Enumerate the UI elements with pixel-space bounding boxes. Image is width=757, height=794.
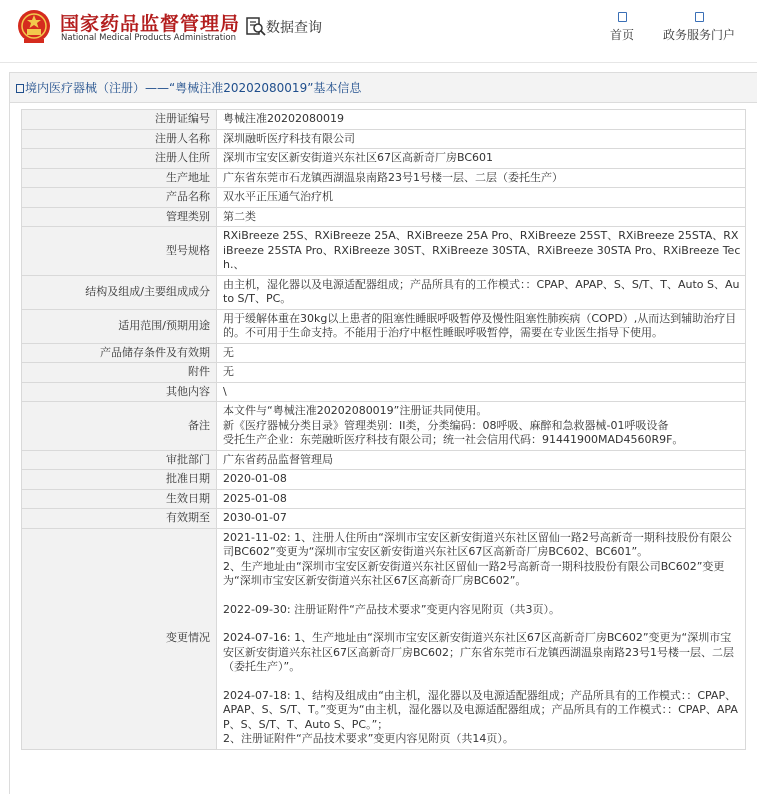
field-label: 生产地址 (22, 168, 217, 188)
field-label: 管理类别 (22, 207, 217, 227)
nav-gov-service-label: 政务服务门户 (662, 28, 735, 42)
field-label: 产品名称 (22, 188, 217, 208)
header-divider (0, 62, 757, 63)
table-row (22, 450, 746, 470)
field-value: RXiBreeze 25S、RXiBreeze 25A、RXiBreeze 25A Pro、RXiBreeze 25ST、RXiBreeze 25STA、RXiBreeze 25STA Pro、RXiBreeze 30ST、RXiBreeze 30STA、RXiBreeze 30STA Pro、RXiBreeze Tech.、 (217, 227, 746, 276)
data-query-link[interactable]: 数据查询 (266, 20, 322, 36)
field-value: 2025-01-08 (217, 489, 746, 509)
home-icon (618, 12, 627, 22)
change-history (217, 528, 746, 749)
field-value: 深圳市宝安区新安街道兴东社区67区高新奇厂房BC601 (217, 149, 746, 169)
field-value: 第二类 (217, 207, 746, 227)
field-label: 审批部门 (22, 450, 217, 470)
table-row (22, 227, 746, 276)
field-value: 无 (217, 343, 746, 363)
spacer (223, 617, 741, 631)
panel-title (10, 73, 757, 103)
field-label: 附件 (22, 363, 217, 383)
table-row (22, 129, 746, 149)
change-entry: 2022-09-30: 注册证附件“产品技术要求”变更内容见附页（共3页）。 (223, 602, 561, 616)
info-table (21, 109, 746, 750)
field-value: 广东省东莞市石龙镇西湖温泉南路23号1号楼一层、二层（委托生产） (217, 168, 746, 188)
field-label: 生效日期 (22, 489, 217, 509)
site-header (0, 0, 757, 52)
field-value: 2030-01-07 (217, 509, 746, 529)
field-label: 备注 (22, 402, 217, 451)
field-label: 变更情况 (22, 528, 217, 749)
panel-title-text: 境内医疗器械（注册）——“粤械注准20202080019”基本信息 (25, 81, 362, 95)
table-row (22, 363, 746, 383)
field-value: 用于缓解体重在30kg以上患者的阻塞性睡眠呼吸暂停及慢性阻塞性肺疾病（COPD）,从而达到辅助治疗目的。不可用于生命支持。不能用于治疗中枢性睡眠呼吸暂停，需要在专业医生指导下使用。 (217, 309, 746, 343)
change-entry: 2021-11-02: 1、注册人住所由“深圳市宝安区新安街道兴东社区留仙一路2号高新奇一期科技股份有限公司BC602”变更为“深圳市宝安区新安街道兴东社区67区高新奇厂房BC602、BC601”。 (223, 530, 732, 558)
table-row (22, 470, 746, 490)
field-value: 深圳融昕医疗科技有限公司 (217, 129, 746, 149)
change-entry: 2024-07-18: 1、结构及组成由“由主机，湿化器以及电源适配器组成；产品所具有的工作模式：：CPAP、APAP、S、S/T、T。”变更为“由主机，湿化器以及电源适配器组成；产品所具有的工作模式：：CPAP、APAP、S、S/T、T、Auto S、PC。”； (223, 688, 738, 731)
field-value: 广东省药品监督管理局 (217, 450, 746, 470)
field-label: 注册人住所 (22, 149, 217, 169)
field-value: 由主机，湿化器以及电源适配器组成；产品所具有的工作模式：：CPAP、APAP、S、S/T、T、Auto S、Auto S/T、PC。 (217, 275, 746, 309)
data-query-icon[interactable] (246, 17, 266, 36)
field-label: 型号规格 (22, 227, 217, 276)
spacer (223, 675, 741, 689)
table-row (22, 528, 746, 749)
national-emblem-logo[interactable] (14, 8, 54, 46)
table-row (22, 110, 746, 130)
table-row (22, 309, 746, 343)
field-label: 注册证编号 (22, 110, 217, 130)
table-row (22, 402, 746, 451)
table-row (22, 168, 746, 188)
table-row (22, 275, 746, 309)
change-entry: 2、生产地址由“深圳市宝安区新安街道兴东社区留仙一路2号高新奇一期科技股份有限公司BC602”变更为“深圳市宝安区新安街道兴东社区67区高新奇厂房BC602”。 (223, 559, 725, 587)
field-label: 其他内容 (22, 382, 217, 402)
field-label: 有效期至 (22, 509, 217, 529)
field-value: \ (217, 382, 746, 402)
nav-gov-service[interactable] (657, 12, 741, 43)
table-row (22, 489, 746, 509)
change-entry: 2、注册证附件“产品技术要求”变更内容见附页（共14页）。 (223, 732, 514, 745)
remark-line: 新《医疗器械分类目录》管理类别：II类，分类编码：08呼吸、麻醉和急救器械-01呼吸设备 (223, 418, 669, 432)
table-row (22, 149, 746, 169)
checkbox-icon (16, 84, 24, 93)
table-row (22, 207, 746, 227)
table-row (22, 343, 746, 363)
site-name-english: National Medical Products Administration (61, 33, 236, 43)
table-row (22, 382, 746, 402)
field-value: 无 (217, 363, 746, 383)
remark-line: 本文件与“粤械注准20202080019”注册证共同使用。 (223, 404, 488, 417)
field-label: 产品储存条件及有效期 (22, 343, 217, 363)
change-entry: 2024-07-16: 1、生产地址由“深圳市宝安区新安街道兴东社区67区高新奇厂房BC602”变更为“深圳市宝安区新安街道兴东社区67区高新奇厂房BC602；广东省东莞市石龙镇西湖温泉南路23号1号楼一层、二层（委托生产）”。 (223, 631, 735, 673)
field-label: 结构及组成/主要组成成分 (22, 275, 217, 309)
field-value: 粤械注准20202080019 (217, 110, 746, 130)
field-label: 注册人名称 (22, 129, 217, 149)
portal-icon (695, 12, 704, 22)
field-value: 双水平正压通气治疗机 (217, 188, 746, 208)
spacer (223, 589, 741, 603)
nav-home-label: 首页 (609, 28, 634, 42)
nav-home[interactable] (604, 12, 640, 43)
remark-line: 受托生产企业：东莞融昕医疗科技有限公司；统一社会信用代码：91441900MAD4560R9F。 (223, 433, 684, 446)
field-label: 适用范围/预期用途 (22, 309, 217, 343)
field-value (217, 402, 746, 451)
table-row (22, 188, 746, 208)
detail-panel (9, 72, 757, 794)
field-label: 批准日期 (22, 470, 217, 490)
table-row (22, 509, 746, 529)
field-value: 2020-01-08 (217, 470, 746, 490)
site-name[interactable]: 国家药品监督管理局 (60, 13, 241, 35)
